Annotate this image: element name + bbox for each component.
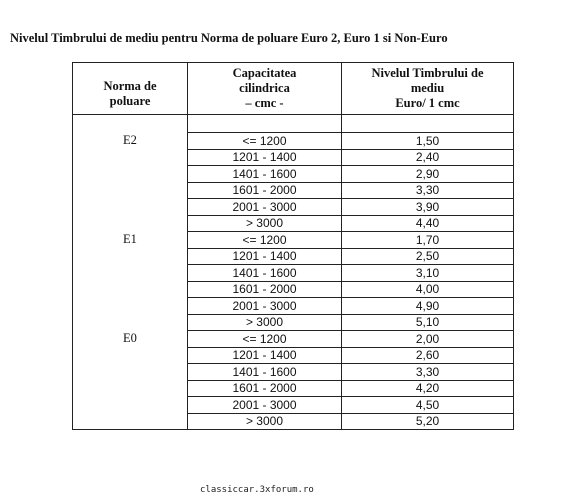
capacity-cell: <= 1200 xyxy=(188,133,342,150)
norm-cell xyxy=(73,248,188,265)
capacity-cell: 2001 - 3000 xyxy=(188,298,342,315)
spacer-row xyxy=(73,115,514,133)
value-cell: 2,60 xyxy=(342,347,514,364)
table-row xyxy=(73,397,514,414)
capacity-cell: <= 1200 xyxy=(188,331,342,348)
header-nivel-timbru xyxy=(342,63,514,115)
table-row xyxy=(73,149,514,166)
spacer-cell xyxy=(188,115,342,133)
value-cell: 4,90 xyxy=(342,298,514,315)
table-header-row xyxy=(73,63,514,115)
header-capacitatea xyxy=(188,63,342,115)
value-cell: 5,20 xyxy=(342,413,514,430)
capacity-cell: 2001 - 3000 xyxy=(188,397,342,414)
value-cell: 3,10 xyxy=(342,265,514,282)
table-row xyxy=(73,331,514,348)
norm-cell xyxy=(73,149,188,166)
spacer-cell xyxy=(342,115,514,133)
norm-cell xyxy=(73,215,188,232)
header-line: cilindrica xyxy=(239,81,290,95)
norm-cell: E2 xyxy=(73,133,188,150)
norm-cell xyxy=(73,364,188,381)
table-row xyxy=(73,215,514,232)
capacity-cell: 1401 - 1600 xyxy=(188,265,342,282)
capacity-cell: 1601 - 2000 xyxy=(188,281,342,298)
value-cell: 5,10 xyxy=(342,314,514,331)
table-row xyxy=(73,281,514,298)
header-line: – cmc - xyxy=(245,96,284,110)
capacity-cell: 1401 - 1600 xyxy=(188,166,342,183)
header-norma-poluare xyxy=(73,63,188,115)
table-row xyxy=(73,232,514,249)
timbru-table xyxy=(72,62,514,430)
header-line: Capacitatea xyxy=(232,66,297,80)
norm-cell xyxy=(73,397,188,414)
capacity-cell: <= 1200 xyxy=(188,232,342,249)
norm-cell xyxy=(73,281,188,298)
table-body xyxy=(73,115,514,430)
norm-cell: E1 xyxy=(73,232,188,249)
capacity-cell: 1201 - 1400 xyxy=(188,347,342,364)
value-cell: 3,90 xyxy=(342,199,514,216)
value-cell: 2,40 xyxy=(342,149,514,166)
norm-cell xyxy=(73,347,188,364)
table-row xyxy=(73,199,514,216)
capacity-cell: 1201 - 1400 xyxy=(188,248,342,265)
table-row xyxy=(73,380,514,397)
value-cell: 3,30 xyxy=(342,182,514,199)
norm-cell: E0 xyxy=(73,331,188,348)
page-title: Nivelul Timbrului de mediu pentru Norma de poluare Euro 2, Euro 1 si Non-Euro xyxy=(10,31,448,45)
value-cell: 4,20 xyxy=(342,380,514,397)
value-cell: 1,50 xyxy=(342,133,514,150)
table-row xyxy=(73,364,514,381)
table-row xyxy=(73,413,514,430)
table-row xyxy=(73,166,514,183)
norm-cell xyxy=(73,380,188,397)
table-row xyxy=(73,182,514,199)
value-cell: 2,50 xyxy=(342,248,514,265)
table-row xyxy=(73,248,514,265)
capacity-cell: > 3000 xyxy=(188,413,342,430)
norm-cell xyxy=(73,413,188,430)
value-cell: 4,00 xyxy=(342,281,514,298)
norm-cell xyxy=(73,314,188,331)
table-row xyxy=(73,133,514,150)
capacity-cell: 1201 - 1400 xyxy=(188,149,342,166)
norm-cell xyxy=(73,166,188,183)
header-line: Nivelul Timbrului de xyxy=(371,66,484,80)
value-cell: 3,30 xyxy=(342,364,514,381)
norm-cell xyxy=(73,298,188,315)
value-cell: 4,40 xyxy=(342,215,514,232)
capacity-cell: 1601 - 2000 xyxy=(188,182,342,199)
value-cell: 1,70 xyxy=(342,232,514,249)
value-cell: 2,90 xyxy=(342,166,514,183)
header-line: poluare xyxy=(109,93,151,108)
capacity-cell: > 3000 xyxy=(188,215,342,232)
capacity-cell: 1601 - 2000 xyxy=(188,380,342,397)
value-cell: 4,50 xyxy=(342,397,514,414)
capacity-cell: 1401 - 1600 xyxy=(188,364,342,381)
value-cell: 2,00 xyxy=(342,331,514,348)
header-line: mediu xyxy=(410,81,445,95)
norm-cell xyxy=(73,199,188,216)
table-row xyxy=(73,265,514,282)
norm-cell xyxy=(73,182,188,199)
capacity-cell: 2001 - 3000 xyxy=(188,199,342,216)
header-line: Norma de xyxy=(103,78,157,93)
header-line: Euro/ 1 cmc xyxy=(395,96,460,110)
table-row xyxy=(73,298,514,315)
watermark-text: classiccar.3xforum.ro xyxy=(200,485,314,495)
norm-cell xyxy=(73,265,188,282)
table-row xyxy=(73,347,514,364)
table-row xyxy=(73,314,514,331)
capacity-cell: > 3000 xyxy=(188,314,342,331)
spacer-cell xyxy=(73,115,188,133)
